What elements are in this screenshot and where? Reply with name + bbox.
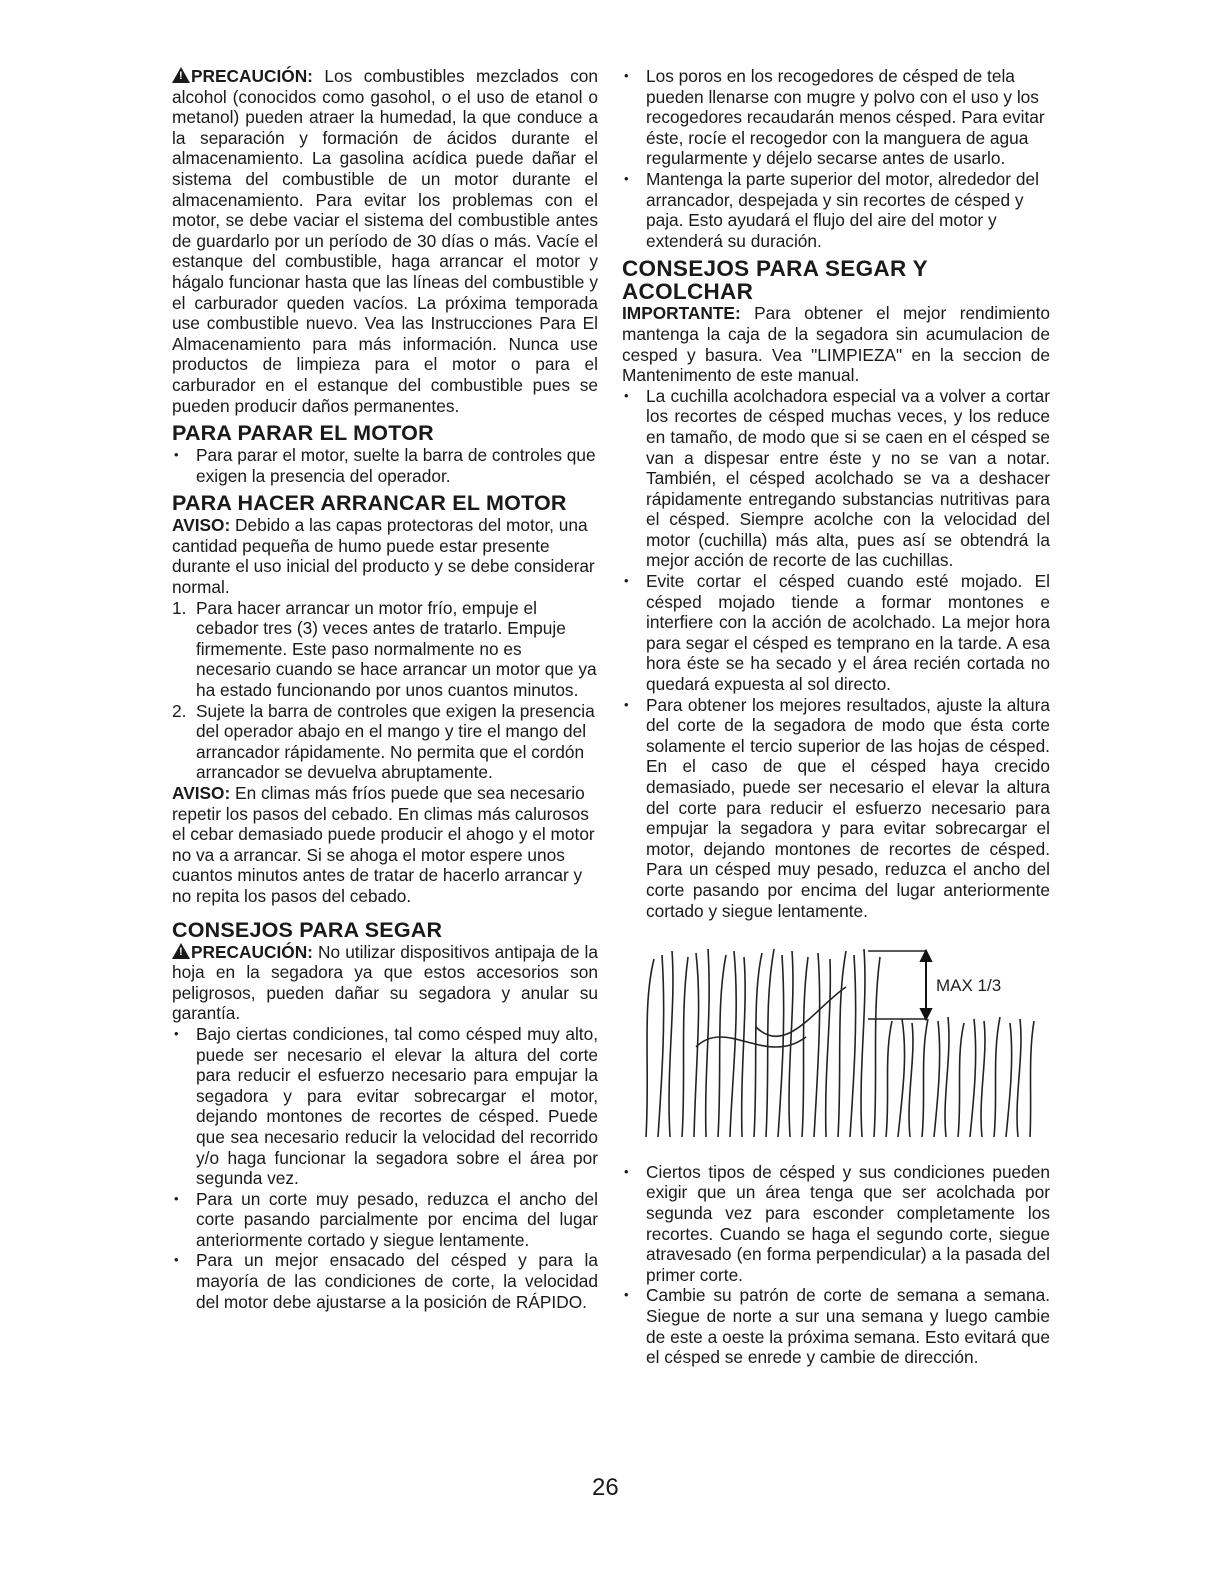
list-item: • Los poros en los recogedores de césped de tela pueden llenarse con mugre y polvo con el uso y los recogedores recaudarán menos césped. Para evitar éste, rocíe el recogedor con la manguera de agua regularmente y déjelo secarse antes de usarlo. xyxy=(622,66,1050,169)
list-item xyxy=(172,598,598,701)
step-text: Sujete la barra de controles que exigen la presencia del operador abajo en el mango y tire el mango del arrancador rápidamente. No permita que el cordón arrancador se devuelva abruptamente. xyxy=(196,700,595,783)
notice-text: Debido a las capas protectoras del motor, una cantidad pequeña de humo puede estar presente durante el uso inicial del producto y se debe considerar normal. xyxy=(172,515,595,598)
notice-text: En climas más fríos puede que sea necesario repetir los pasos del cebado. En climas más calurosos el cebar demasiado puede producir el ahogo y el motor no va a arrancar. Si se ahoga el motor espere unos cuantos minutos antes de tratar de hacerlo arrancar y no repita los pasos del cebado. xyxy=(172,783,595,906)
stop-engine-heading: PARA PARAR EL MOTOR xyxy=(172,421,434,446)
start-steps-list xyxy=(172,598,598,783)
notice-paragraph-cold xyxy=(172,783,598,907)
caution-label: PRECAUCIÓN: xyxy=(191,941,313,962)
list-item: • Para obtener los mejores resultados, ajuste la altura del corte de la segadora de modo que ésta corte solamente el tercio superior de las hojas de césped. En el caso de que el césped haya crecido demasiado, puede ser necesario el elevar la altura del corte para reducir el esfuerzo necesario para empujar la segadora y para evitar sobrecargar el motor, dejando montones de recortes de césped. Para un césped muy pesado, reduzca el ancho del corte pasando por encima del lugar anteriormente cortado y siegue lentamente. xyxy=(622,695,1050,922)
caution-label: PRECAUCIÓN: xyxy=(191,66,313,86)
caution-text: Los combustibles mezclados con alcohol (conocidos como gasohol, o el uso de etanol o metanol) pueden atraer la humedad, la que conduce a la separación y formación de ácidos durante el almacenamiento. La gasolina acídica puede dañar el sistema del combustible de un motor durante el almacenamiento. Para evitar los problemas con el motor, se debe vaciar el sistema del combustible antes de guardarlo por un período de 30 días o más. Vacíe el estanque del combustible, haga arrancar el motor y hágalo funcionar hasta que las líneas del combustible y el carburador queden vacíos. La próxima temporada use combustible nuevo. Vea las Instrucciones Para El Almacenamiento para más información. Nunca use productos de limpieza para el motor o para el carburador en el estanque del combustible pues se pueden producir daños permanentes. xyxy=(172,66,598,416)
start-engine-heading: PARA HACER ARRANCAR EL MOTOR xyxy=(172,491,567,516)
step-number: 2. xyxy=(172,700,187,721)
caution-text: No utilizar dispositivos antipaja de la hoja en la segadora ya que estos accesorios son peligrosos, pueden dañar su segadora y anular su garantía. xyxy=(172,941,598,1024)
mowing-tips-list xyxy=(172,1024,598,1312)
list-item: • Evite cortar el césped cuando esté mojado. El césped mojado tiende a formar montones e interfiere con la acción de acolchado. La mejor hora para segar el césped es temprano en la tarde. A esa hora éste se ha secado y el área recién cortada no quedará expuesta al sol directo. xyxy=(622,571,1050,695)
max-height-label: MAX 1/3 xyxy=(936,976,1002,996)
caution-paragraph-mulch xyxy=(172,942,598,1024)
cut-grass-icon xyxy=(886,1017,1034,1137)
list-item: • Cambie su patrón de corte de semana a semana. Siegue de norte a sur una semana y luego cambie de este a oeste la próxima semana. Esto evitará que el césped se enrede y cambie de dirección. xyxy=(622,1285,1050,1367)
step-number: 1. xyxy=(172,597,187,618)
grass-height-illustration xyxy=(636,947,1036,1137)
notice-label: AVISO: xyxy=(172,783,231,803)
list-item: • La cuchilla acolchadora especial va a volver a cortar los recortes de césped muchas veces, y los reduce en tamaño, de modo que si se caen en el césped se van a dispesar entre éste y no se van a notar. También, el césped acolchado se va a deshacer rápidamente entregando substancias nutritivas para el césped. Siempre acolche con la velocidad del motor (cuchilla) más alta, pues así se obtendrá la mejor acción de recorte de las cuchillas. xyxy=(622,386,1050,571)
left-column xyxy=(172,66,598,1312)
stop-engine-list xyxy=(172,445,598,486)
list-item: • Para un mejor ensacado del césped y para la mayoría de las condiciones de corte, la velocidad del motor debe ajustarse a la posición de RÁPIDO. xyxy=(172,1250,598,1312)
max-height-arrow-icon xyxy=(921,951,931,1019)
mowing-tips-heading: CONSEJOS PARA SEGAR xyxy=(172,917,443,942)
list-item: • Bajo ciertas condiciones, tal como césped muy alto, puede ser necesario el elevar la altura del corte para reducir el esfuerzo necesario para empujar la segadora y para evitar sobrecargar el motor, dejando montones de recortes de césped. Puede que sea necesario reducir la velocidad del recorrido y/o haga funcionar la segadora sobre el área por segunda vez. xyxy=(172,1024,598,1189)
step-text: Para hacer arrancar un motor frío, empuje el cebador tres (3) veces antes de tratarlo. Empuje firmemente. Este paso normalmente no es necesario cuando se hace arrancar un motor que ya ha estado funcionando por unos cuantos minutos. xyxy=(196,597,597,701)
notice-label: AVISO: xyxy=(172,515,231,536)
list-item: • Ciertos tipos de césped y sus condiciones pueden exigir que un área tenga que ser acolchada por segunda vez para esconder completamente los recortes. Cuando se haga el segundo corte, siegue atravesado (en forma perpendicular) a la pasada del primer corte. xyxy=(622,1162,1050,1286)
right-column xyxy=(622,66,1050,1368)
warning-triangle-icon xyxy=(172,943,190,959)
tall-grass-icon xyxy=(646,949,926,1137)
mulching-tips-list xyxy=(622,386,1050,921)
maintenance-list xyxy=(622,66,1050,251)
notice-paragraph-smoke xyxy=(172,515,598,597)
list-item: • Mantenga la parte superior del motor, alrededor del arrancador, despejada y sin recortes de césped y paja. Esto ayudará el flujo del aire del motor y extenderá su duración. xyxy=(622,169,1050,251)
list-item xyxy=(172,701,598,783)
important-text: Para obtener el mejor rendimiento mantenga la caja de la segadora sin acumulacion de cesped y basura. Vea "LIMPIEZA" en la seccion de Mantenimento de este manual. xyxy=(622,303,1050,386)
list-item: • Para parar el motor, suelte la barra de controles que exigen la presencia del operador. xyxy=(172,445,598,486)
important-paragraph xyxy=(622,303,1050,385)
important-label: IMPORTANTE: xyxy=(622,303,741,324)
caution-paragraph-fuel xyxy=(172,66,598,416)
mulching-extra-list xyxy=(622,1162,1050,1368)
warning-triangle-icon xyxy=(172,67,190,83)
page-number: 26 xyxy=(592,1474,619,1501)
list-item: • Para un corte muy pesado, reduzca el ancho del corte pasando parcialmente por encima del lugar anteriormente cortado y siegue lentamente. xyxy=(172,1189,598,1251)
mulching-tips-heading: CONSEJOS PARA SEGAR Y ACOLCHAR xyxy=(622,256,928,305)
